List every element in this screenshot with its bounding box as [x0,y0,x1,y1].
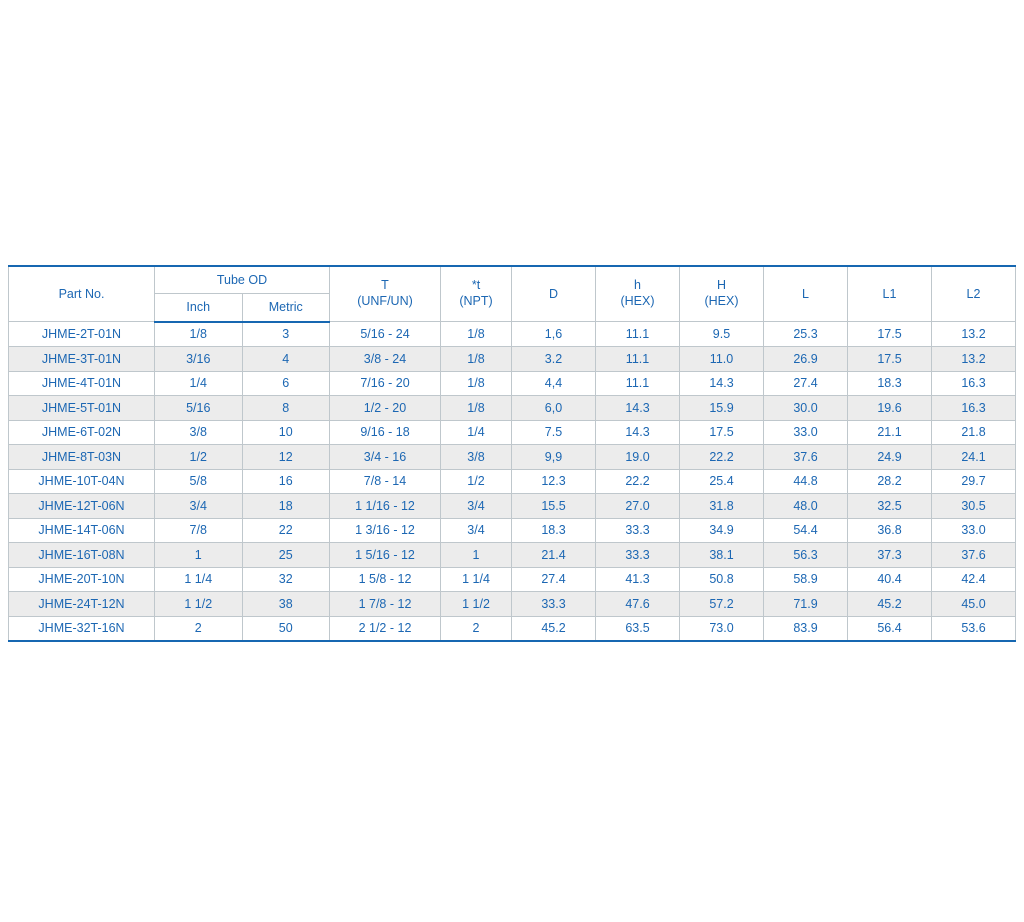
cell-hh: 9.5 [680,322,764,347]
cell-metric: 10 [242,420,330,445]
cell-l: 56.3 [764,543,848,568]
cell-h: 11.1 [596,322,680,347]
cell-metric: 8 [242,396,330,421]
table-header-row-top [9,266,1016,294]
cell-hh: 38.1 [680,543,764,568]
cell-hh: 17.5 [680,420,764,445]
column-header-h-line2: (HEX) [620,294,655,308]
cell-metric: 50 [242,616,330,641]
cell-inch: 1 1/4 [155,567,243,592]
cell-hh: 14.3 [680,371,764,396]
cell-h: 22.2 [596,469,680,494]
cell-t: 1 5/16 - 12 [330,543,441,568]
cell-inch: 1/8 [155,322,243,347]
column-header-hh-line2: (HEX) [704,294,739,308]
cell-d: 21.4 [512,543,596,568]
cell-l1: 24.9 [848,445,932,470]
spec-table-container [8,265,1016,642]
cell-l2: 21.8 [932,420,1016,445]
column-header-t-line2: (UNF/UN) [357,294,413,308]
cell-t: 1/2 - 20 [330,396,441,421]
cell-tt: 1 [441,543,512,568]
cell-h: 33.3 [596,518,680,543]
cell-part-no: JHME-6T-02N [9,420,155,445]
cell-metric: 32 [242,567,330,592]
cell-l2: 13.2 [932,322,1016,347]
column-header-l1: L1 [848,266,932,322]
column-header-hh [680,266,764,322]
table-row [9,592,1016,617]
column-header-h-line1: h [634,278,641,293]
column-header-t-line1: T [381,278,389,293]
cell-inch: 3/8 [155,420,243,445]
cell-tt: 1/4 [441,420,512,445]
cell-hh: 34.9 [680,518,764,543]
cell-inch: 3/4 [155,494,243,519]
cell-inch: 3/16 [155,347,243,372]
cell-l2: 42.4 [932,567,1016,592]
table-row [9,469,1016,494]
table-row [9,420,1016,445]
cell-metric: 12 [242,445,330,470]
cell-l2: 24.1 [932,445,1016,470]
cell-d: 1,6 [512,322,596,347]
cell-part-no: JHME-4T-01N [9,371,155,396]
cell-part-no: JHME-14T-06N [9,518,155,543]
table-row [9,567,1016,592]
cell-l: 30.0 [764,396,848,421]
table-row [9,543,1016,568]
cell-l2: 30.5 [932,494,1016,519]
cell-l: 48.0 [764,494,848,519]
cell-l1: 18.3 [848,371,932,396]
cell-hh: 25.4 [680,469,764,494]
cell-inch: 5/8 [155,469,243,494]
cell-l1: 36.8 [848,518,932,543]
cell-metric: 18 [242,494,330,519]
cell-h: 27.0 [596,494,680,519]
cell-t: 9/16 - 18 [330,420,441,445]
cell-l: 83.9 [764,616,848,641]
cell-l2: 53.6 [932,616,1016,641]
cell-part-no: JHME-8T-03N [9,445,155,470]
cell-part-no: JHME-3T-01N [9,347,155,372]
cell-t: 1 1/16 - 12 [330,494,441,519]
cell-hh: 31.8 [680,494,764,519]
cell-d: 9,9 [512,445,596,470]
table-head [9,266,1016,322]
cell-l2: 16.3 [932,396,1016,421]
cell-t: 7/8 - 14 [330,469,441,494]
cell-part-no: JHME-5T-01N [9,396,155,421]
column-header-l: L [764,266,848,322]
column-header-tt [441,266,512,322]
table-row [9,616,1016,641]
cell-tt: 2 [441,616,512,641]
cell-t: 7/16 - 20 [330,371,441,396]
cell-d: 7.5 [512,420,596,445]
column-header-d: D [512,266,596,322]
cell-l: 71.9 [764,592,848,617]
cell-l1: 32.5 [848,494,932,519]
cell-inch: 1/2 [155,445,243,470]
column-header-metric: Metric [242,294,330,322]
cell-d: 15.5 [512,494,596,519]
cell-t: 1 7/8 - 12 [330,592,441,617]
cell-hh: 11.0 [680,347,764,372]
table-body [9,322,1016,642]
cell-l: 33.0 [764,420,848,445]
cell-l1: 56.4 [848,616,932,641]
cell-l: 54.4 [764,518,848,543]
cell-inch: 2 [155,616,243,641]
column-header-l2: L2 [932,266,1016,322]
cell-tt: 3/4 [441,494,512,519]
cell-t: 5/16 - 24 [330,322,441,347]
cell-d: 33.3 [512,592,596,617]
cell-d: 27.4 [512,567,596,592]
cell-hh: 15.9 [680,396,764,421]
column-header-tt-line2: (NPT) [459,294,493,308]
cell-d: 12.3 [512,469,596,494]
cell-t: 1 5/8 - 12 [330,567,441,592]
table-row [9,445,1016,470]
cell-l2: 13.2 [932,347,1016,372]
cell-hh: 22.2 [680,445,764,470]
table-row [9,494,1016,519]
cell-t: 3/8 - 24 [330,347,441,372]
column-header-tube-od: Tube OD [155,266,330,294]
table-row [9,322,1016,347]
cell-d: 45.2 [512,616,596,641]
cell-l2: 45.0 [932,592,1016,617]
cell-inch: 1 [155,543,243,568]
cell-tt: 1/8 [441,396,512,421]
cell-metric: 22 [242,518,330,543]
cell-l1: 45.2 [848,592,932,617]
column-header-tt-line1: *t [471,278,481,293]
cell-l2: 37.6 [932,543,1016,568]
cell-l1: 19.6 [848,396,932,421]
cell-metric: 6 [242,371,330,396]
cell-l: 58.9 [764,567,848,592]
table-row [9,347,1016,372]
cell-l: 44.8 [764,469,848,494]
cell-part-no: JHME-24T-12N [9,592,155,617]
cell-l2: 33.0 [932,518,1016,543]
table-row [9,518,1016,543]
cell-l: 27.4 [764,371,848,396]
table-row [9,371,1016,396]
cell-d: 6,0 [512,396,596,421]
cell-inch: 5/16 [155,396,243,421]
column-header-h [596,266,680,322]
cell-l2: 29.7 [932,469,1016,494]
cell-tt: 1 1/2 [441,592,512,617]
cell-hh: 57.2 [680,592,764,617]
cell-metric: 16 [242,469,330,494]
cell-part-no: JHME-32T-16N [9,616,155,641]
cell-t: 2 1/2 - 12 [330,616,441,641]
column-header-hh-line1: H [716,278,727,293]
cell-l1: 28.2 [848,469,932,494]
cell-part-no: JHME-20T-10N [9,567,155,592]
cell-inch: 1 1/2 [155,592,243,617]
cell-metric: 4 [242,347,330,372]
cell-d: 4,4 [512,371,596,396]
cell-l1: 21.1 [848,420,932,445]
cell-tt: 3/8 [441,445,512,470]
cell-part-no: JHME-12T-06N [9,494,155,519]
cell-metric: 25 [242,543,330,568]
cell-h: 63.5 [596,616,680,641]
cell-tt: 1/8 [441,347,512,372]
cell-hh: 73.0 [680,616,764,641]
cell-h: 11.1 [596,347,680,372]
column-header-t [330,266,441,322]
cell-h: 47.6 [596,592,680,617]
cell-inch: 7/8 [155,518,243,543]
cell-l2: 16.3 [932,371,1016,396]
cell-l1: 40.4 [848,567,932,592]
specification-table [8,265,1016,642]
cell-h: 11.1 [596,371,680,396]
cell-tt: 1/8 [441,322,512,347]
cell-h: 33.3 [596,543,680,568]
table-row [9,396,1016,421]
cell-hh: 50.8 [680,567,764,592]
cell-h: 14.3 [596,396,680,421]
cell-tt: 1/8 [441,371,512,396]
cell-part-no: JHME-16T-08N [9,543,155,568]
cell-l1: 37.3 [848,543,932,568]
cell-tt: 1/2 [441,469,512,494]
cell-metric: 3 [242,322,330,347]
column-header-inch: Inch [155,294,243,322]
cell-d: 18.3 [512,518,596,543]
cell-d: 3.2 [512,347,596,372]
cell-part-no: JHME-2T-01N [9,322,155,347]
cell-part-no: JHME-10T-04N [9,469,155,494]
cell-h: 41.3 [596,567,680,592]
cell-l: 26.9 [764,347,848,372]
cell-l1: 17.5 [848,347,932,372]
cell-inch: 1/4 [155,371,243,396]
cell-tt: 3/4 [441,518,512,543]
cell-metric: 38 [242,592,330,617]
column-header-part-no: Part No. [9,266,155,322]
cell-t: 1 3/16 - 12 [330,518,441,543]
cell-t: 3/4 - 16 [330,445,441,470]
cell-l1: 17.5 [848,322,932,347]
cell-h: 19.0 [596,445,680,470]
cell-tt: 1 1/4 [441,567,512,592]
cell-l: 25.3 [764,322,848,347]
cell-h: 14.3 [596,420,680,445]
cell-l: 37.6 [764,445,848,470]
